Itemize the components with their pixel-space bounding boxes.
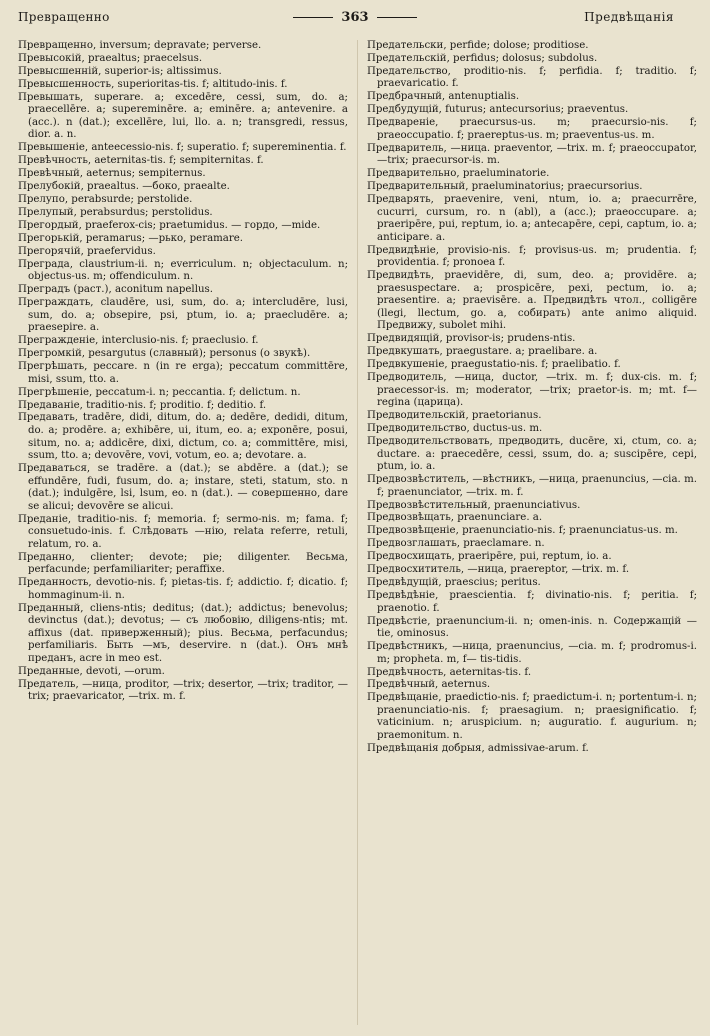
right-column [367, 40, 697, 756]
header-right-guideword: Предвѣщанія [584, 10, 674, 24]
dictionary-entry: Превышать, superare. a; excedēre, cessi, sum, do. a; praecellēre. a; supereminēre. a; eminēre. a; antevenire. a (acc.). n (dat.); excellēre, lui, llo. a. n; transgredi, ressus, dior. a. n. [18, 91, 348, 141]
dictionary-entry: Предвозвѣщеніе, praenunciatio-nis. f; praenunciatus-us. m. [367, 525, 678, 537]
column-divider [357, 40, 358, 1025]
dictionary-entry: Превысокій, praealtus; praecelsus. [18, 52, 203, 64]
dictionary-entry: Предваритель, —ница. praeventor, —trix. m. f; praeoccupator, —trix; praecursor-is. m. [367, 142, 697, 167]
dictionary-entry: Предавать, tradēre, didi, ditum, do. a; dedēre, dedidi, ditum, do. a; prodēre. a; exhibēre, ui, itum, eo. a; exponēre, posui, situm, no. a; addicēre, dixi, dictum, co. a; committēre, misi, ssum, tto. a; devovēre, vovi, votum, eo. a; devotare. a. [18, 412, 348, 462]
dictionary-entry: Предвѣдущій, praescius; peritus. [367, 577, 541, 589]
dictionary-entry: Предвидѣніе, provisio-nis. f; provisus-us. m; prudentia. f; providentia. f; pronoea f. [367, 244, 697, 269]
dictionary-entry: Преданные, devoti, —orum. [18, 665, 165, 677]
dictionary-entry: Предвидящій, provisor-is; prudens-ntis. [367, 333, 576, 345]
dictionary-entry: Предвѣчность, aeternitas-tis. f. [367, 666, 532, 678]
dictionary-entry: Превѣчность, aeternitas-tis. f; sempiternitas. f. [18, 155, 264, 167]
dictionary-entry: Превысшенность, superioritas-tis. f; altitudo-inis. f. [18, 78, 288, 90]
dictionary-entry: Предводительство, ductus-us. m. [367, 423, 543, 435]
dictionary-entry: Предаваніе, traditio-nis. f; proditio. f; deditio. f. [18, 399, 267, 411]
header-rule-left [293, 17, 333, 18]
dictionary-entry: Преграждать, claudēre, usi, sum, do. a; intercludēre, lusi, sum, do. a; obsepire, psi, ptum, io. a; praecludēre. a; praesepire. a. [18, 297, 348, 334]
dictionary-entry: Предбудущій, futurus; antecursorius; praeventus. [367, 104, 629, 116]
dictionary-entry: Предвѣстникъ, —ница, praenuncius, —cia. m. f; prodromus-i. m; propheta. m, f— tis-tidis. [367, 641, 697, 665]
dictionary-entry: Прелупо, perabsurde; perstolide. [18, 194, 193, 206]
dictionary-entry: Предвозвѣщать, praenunciare. a. [367, 512, 543, 524]
dictionary-entry: Превѣчный, aeternus; sempiternus. [18, 168, 206, 180]
dictionary-entry: Предвозвѣститель, —вѣстникъ, —ница, praenuncius, —cia. m. f; praenunciator, —trix. m. f. [367, 474, 697, 498]
dictionary-entry: Предвосхититель, —ница, praereptor, —trix. m. f. [367, 564, 630, 576]
page-number: 363 [341, 10, 369, 25]
dictionary-entry: Предвосхищать, praeripēre, pui, reptum, io. a. [367, 551, 612, 563]
dictionary-entry: Преградъ (раст.), aconitum napellus. [18, 284, 213, 296]
dictionary-entry: Преданіе, traditio-nis. f; memoria. f; sermo-nis. m; fama. f; consuetudo-inis. f. Слѣдовать —нію, relata referre, retuli, relatum, ro. a. [18, 513, 348, 550]
dictionary-entry: Прегордый, praeferox-cis; praetumidus. — гордо, —mide. [18, 219, 321, 231]
dictionary-entry: Преграда, claustrium-ii. n; everriculum. n; objectaculum. n; objectus-us. m; offendiculum. n. [18, 258, 348, 283]
dictionary-entry: Превращенно, inversum; depravate; perverse. [18, 40, 262, 51]
dictionary-entry: Предводитель, —ница, ductor, —trix. m. f; dux-cis. m. f; praecessor-is. m; moderator, —trix; praetor-is. m; mt. f— regina (царица). [367, 372, 697, 409]
dictionary-entry: Предательство, proditio-nis. f; perfidia. f; traditio. f; praevaricatio. f. [367, 65, 697, 90]
dictionary-entry: Предвѣщаніе, praedictio-nis. f; praedictum-i. n; portentum-i. n; praenunciatio-nis. f; praesagium. n; praesignificatio. f; vaticinium. n; aruspicium. n; auguratio. f. augurium. n; praemonitum. n. [367, 692, 697, 742]
dictionary-entry: Предварительный, praeluminatorius; praecursorius. [367, 181, 643, 193]
dictionary-entry: Прегромкій, pesargutus (славный); personus (о звукѣ). [18, 348, 311, 360]
dictionary-entry: Преданность, devotio-nis. f; pietas-tis. f; addictio. f; dicatio. f; hommaginum-ii. n. [18, 577, 348, 601]
dictionary-entry: Предвѣстіе, praenuncium-ii. n; omen-inis. n. Содержащій —tie, ominosus. [367, 615, 697, 640]
dictionary-entry: Прегорячій, praefervidus. [18, 245, 156, 257]
dictionary-entry: Предварительно, praeluminatorie. [367, 168, 550, 180]
dictionary-entry: Прегорькій, peramarus; —рько, peramare. [18, 232, 244, 244]
dictionary-entry: Предательски, perfide; dolose; proditiose. [367, 40, 589, 51]
dictionary-entry: Превысшенній, superior-is; altissimus. [18, 65, 222, 77]
dictionary-entry: Предатель, —ница, proditor, —trix; desertor, —trix; traditor, —trix; praevaricator, —trix. m. f. [18, 678, 348, 703]
dictionary-entry: Превышеніе, anteecessio-nis. f; superatio. f; supereminentia. f. [18, 142, 347, 154]
dictionary-entry: Прелубокій, praealtus. —боко, praealte. [18, 181, 230, 193]
dictionary-entry: Предвкушать, praegustare. a; praelibare. a. [367, 346, 598, 358]
dictionary-entry: Предвозглашать, praeclamare. n. [367, 538, 545, 550]
dictionary-entry: Предвѣдѣніе, praescientia. f; divinatio-nis. f; peritia. f; praenotio. f. [367, 590, 697, 614]
dictionary-entry: Предвозвѣстительный, praenunciativus. [367, 499, 581, 511]
dictionary-entry: Прелупый, perabsurdus; perstolidus. [18, 207, 213, 219]
dictionary-entry: Прегрѣшать, peccare. n (in re erga); peccatum committēre, misi, ssum, tto. a. [18, 361, 348, 385]
dictionary-entry: Предвареніе, praecursus-us. m; praecursio-nis. f; praeoccupatio. f; praereptus-us. m; praeventus-us. m. [367, 117, 697, 141]
page-header [0, 10, 710, 32]
dictionary-entry: Предводительствовать, предводить, ducēre, xi, ctum, co. a; ductare. a: praecedēre, cessi, ssum, do. a; suscipēre, cepi, ptum, io. a. [367, 435, 697, 473]
dictionary-entry: Предвѣчный, aeternus. [367, 679, 491, 691]
dictionary-entry: Предаваться, se tradēre. a (dat.); se abdēre. a (dat.); se effundēre, fudi, fusum, do. a; instare, steti, statum, sto. n (dat.); indulgēre, lsi, lsum, eo. n (dat.). — совершенно, dare se alicui; devovēre se alicui. [18, 463, 348, 512]
dictionary-entry: Предательскій, perfidus; dolosus; subdolus. [367, 52, 598, 64]
header-rule-right [377, 17, 417, 18]
dictionary-entry: Предвидѣть, praevidēre, di, sum, deo. a; providēre. a; praesuspectare. a; prospicēre, pexi, pectum, io. a; praesentire. a; praevisēre. a. Предвидѣть чтол., colligēre (llegi, llectum, go. a, собирать) ante animo aliquid. Предвижу, subolet mihi. [367, 270, 697, 332]
header-left-guideword: Превращенно [18, 10, 110, 24]
dictionary-entry: Предводительскій, praetorianus. [367, 410, 542, 422]
left-column [18, 40, 348, 704]
dictionary-entry: Прегрѣшеніе, peccatum-i. n; peccantia. f; delictum. n. [18, 386, 301, 398]
dictionary-entry: Предбрачный, antenuptialis. [367, 91, 520, 103]
dictionary-entry: Преданный, cliens-ntis; deditus; (dat.); addictus; benevolus; devinctus (dat.); devotus; — съ любовію, diligens-ntis; mt. affixus (dat. приверженный); pius. Весьма, perfacundus; perfamiliaris. Быть —мъ, deservire. n (dat.). Онъ мнѣ преданъ, acre in meo est. [18, 602, 348, 664]
dictionary-entry: Предвѣщанія добрыя, admissivae-arum. f. [367, 742, 589, 754]
dictionary-entry: Предвкушеніе, praegustatio-nis. f; praelibatio. f. [367, 359, 621, 371]
dictionary-entry: Преданно, clienter; devote; pie; diligenter. Весьма, perfacunde; perfamiliariter; peraffixe. [18, 551, 348, 576]
dictionary-entry: Предварять, praevenire, veni, ntum, io. a; praecurrēre, cucurri, cursum, ro. n (abl), a (acc.); praeoccupare. a; praeripēre, pui, reptum, io. a; antecapēre, cepi, captum, io. a; anticipare. a. [367, 194, 697, 243]
dictionary-entry: Прегражденіе, interclusio-nis. f; praeclusio. f. [18, 335, 259, 347]
